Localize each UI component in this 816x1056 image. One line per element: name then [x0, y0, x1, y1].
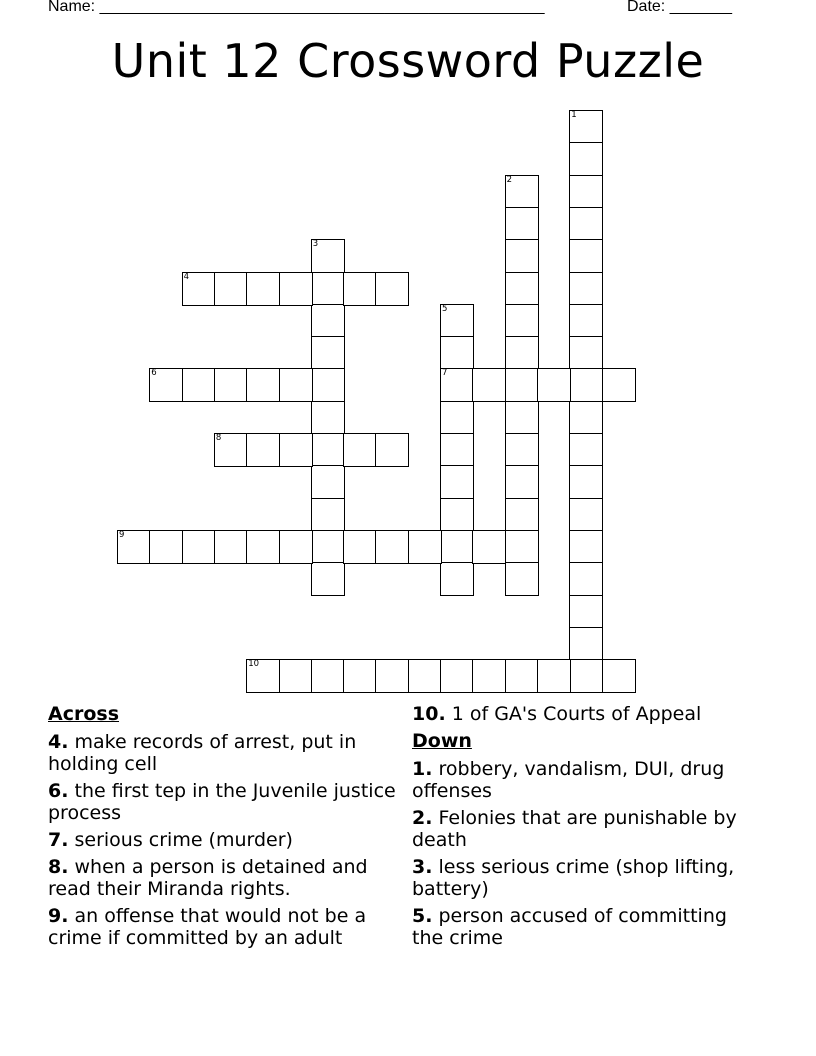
- grid-cell[interactable]: [311, 498, 345, 532]
- grid-cell[interactable]: [311, 562, 345, 596]
- grid-cell[interactable]: [182, 530, 216, 564]
- grid-cell[interactable]: [246, 433, 280, 467]
- grid-cell[interactable]: [182, 368, 216, 402]
- grid-cell[interactable]: [343, 272, 377, 306]
- grid-cell[interactable]: [440, 562, 474, 596]
- grid-cell[interactable]: [505, 239, 539, 273]
- grid-cell[interactable]: [569, 401, 603, 435]
- grid-cell[interactable]: [408, 659, 442, 693]
- grid-cell[interactable]: [472, 368, 506, 402]
- grid-cell[interactable]: [375, 272, 409, 306]
- grid-cell[interactable]: [505, 175, 539, 209]
- name-line[interactable]: Name: __________________________________________________: [48, 0, 545, 15]
- grid-cell[interactable]: [569, 110, 603, 144]
- grid-cell[interactable]: [311, 465, 345, 499]
- clue-text: make records of arrest, put in holding cell: [48, 731, 357, 775]
- clue-number: 8.: [48, 856, 69, 878]
- grid-cell[interactable]: [472, 659, 506, 693]
- grid-cell[interactable]: [569, 239, 603, 273]
- clue-text: robbery, vandalism, DUI, drug offenses: [412, 758, 725, 802]
- grid-cell[interactable]: [569, 304, 603, 338]
- clue-number: 5.: [412, 905, 433, 927]
- clue-number: 4.: [48, 731, 69, 753]
- clue-number: 6.: [48, 780, 69, 802]
- grid-cell[interactable]: [279, 368, 313, 402]
- grid-cell[interactable]: [569, 627, 603, 661]
- grid-cell[interactable]: [602, 368, 636, 402]
- grid-cell[interactable]: [440, 433, 474, 467]
- grid-cell[interactable]: [343, 433, 377, 467]
- clue-text: when a person is detained and read their Miranda rights.: [48, 856, 368, 900]
- grid-cell[interactable]: [569, 272, 603, 306]
- grid-cell[interactable]: [311, 304, 345, 338]
- across-heading: Across: [48, 703, 120, 725]
- date-line[interactable]: Date: _______: [627, 0, 732, 15]
- clue-number: 10.: [412, 703, 446, 725]
- grid-cell[interactable]: [569, 433, 603, 467]
- clue-number-label: 7: [442, 368, 448, 379]
- grid-cell[interactable]: [149, 368, 183, 402]
- down-clue-2: [412, 807, 752, 851]
- grid-cell[interactable]: [569, 595, 603, 629]
- grid-cell[interactable]: [569, 175, 603, 209]
- clue-number: 9.: [48, 905, 69, 927]
- grid-cell[interactable]: [505, 401, 539, 435]
- grid-cell[interactable]: [505, 368, 539, 402]
- grid-cell[interactable]: [440, 659, 474, 693]
- clue-number-label: 1: [571, 110, 577, 120]
- grid-cell[interactable]: [602, 659, 636, 693]
- grid-cell[interactable]: [569, 142, 603, 176]
- grid-cell[interactable]: [214, 368, 248, 402]
- grid-cell[interactable]: [117, 530, 151, 564]
- clues-right-column: [412, 703, 752, 954]
- grid-cell[interactable]: [472, 530, 506, 564]
- grid-cell[interactable]: [343, 530, 377, 564]
- clue-number-label: 4: [183, 271, 190, 282]
- grid-cell[interactable]: [311, 368, 345, 402]
- grid-cell[interactable]: [440, 498, 474, 532]
- clue-text: person accused of committing the crime: [412, 905, 727, 949]
- grid-cell[interactable]: [311, 239, 345, 273]
- clue-number-label: 5: [442, 303, 448, 314]
- clue-number-label: 10: [248, 659, 260, 670]
- grid-cell[interactable]: [343, 659, 377, 693]
- grid-cell[interactable]: [279, 530, 313, 564]
- down-clue-3: [412, 856, 752, 900]
- grid-cell[interactable]: [569, 368, 603, 402]
- clue-text: the first tep in the Juvenile justice process: [48, 780, 396, 824]
- grid-cell[interactable]: [537, 368, 571, 402]
- across-clue-6: [48, 780, 398, 824]
- grid-cell[interactable]: [311, 272, 345, 306]
- grid-cell[interactable]: [375, 433, 409, 467]
- grid-cell[interactable]: [214, 433, 248, 467]
- grid-cell[interactable]: [149, 530, 183, 564]
- down-heading: Down: [412, 730, 472, 752]
- grid-cell[interactable]: [246, 659, 280, 693]
- grid-cell[interactable]: [246, 530, 280, 564]
- grid-cell[interactable]: [505, 562, 539, 596]
- page-title: Unit 12 Crossword Puzzle: [111, 34, 705, 88]
- clue-number-label: 2: [506, 174, 513, 185]
- grid-cell[interactable]: [569, 498, 603, 532]
- across-clue-8: [48, 856, 398, 900]
- grid-cell[interactable]: [569, 659, 603, 693]
- grid-cell[interactable]: [375, 530, 409, 564]
- grid-cell[interactable]: [311, 336, 345, 370]
- grid-cell[interactable]: [214, 530, 248, 564]
- grid-cell[interactable]: [505, 465, 539, 499]
- clue-text: Felonies that are punishable by death: [412, 807, 737, 851]
- grid-cell[interactable]: [311, 530, 345, 564]
- grid-cell[interactable]: [505, 272, 539, 306]
- grid-cell[interactable]: [537, 659, 571, 693]
- grid-cell[interactable]: [569, 530, 603, 564]
- grid-cell[interactable]: [505, 304, 539, 338]
- clue-number-label: 9: [119, 529, 125, 540]
- grid-cell[interactable]: [279, 272, 313, 306]
- grid-cell[interactable]: [279, 433, 313, 467]
- grid-cell[interactable]: [505, 659, 539, 693]
- grid-cell[interactable]: [505, 530, 539, 564]
- grid-cell[interactable]: [246, 368, 280, 402]
- grid-cell[interactable]: [440, 304, 474, 338]
- clues-left-column: [48, 703, 398, 954]
- grid-cell[interactable]: [569, 336, 603, 370]
- grid-cell[interactable]: [440, 530, 474, 564]
- grid-cell[interactable]: [569, 207, 603, 241]
- clue-text: an offense that would not be a crime if committed by an adult: [48, 905, 367, 949]
- grid-cell[interactable]: [440, 401, 474, 435]
- grid-cell[interactable]: [440, 336, 474, 370]
- clue-text: serious crime (murder): [74, 829, 293, 851]
- grid-cell[interactable]: [214, 272, 248, 306]
- grid-cell[interactable]: [569, 465, 603, 499]
- grid-cell[interactable]: [408, 530, 442, 564]
- down-clue-5: [412, 905, 752, 949]
- grid-cell[interactable]: [505, 433, 539, 467]
- across-clue-4: [48, 731, 398, 775]
- clue-number: 2.: [412, 807, 433, 829]
- grid-cell[interactable]: [311, 433, 345, 467]
- grid-cell[interactable]: [569, 562, 603, 596]
- clue-number: 1.: [412, 758, 433, 780]
- grid-cell[interactable]: [182, 272, 216, 306]
- grid-cell[interactable]: [311, 659, 345, 693]
- clue-text: 1 of GA's Courts of Appeal: [451, 703, 702, 725]
- clue-number-label: 6: [151, 368, 157, 379]
- grid-cell[interactable]: [440, 368, 474, 402]
- grid-cell[interactable]: [440, 465, 474, 499]
- grid-cell[interactable]: [505, 207, 539, 241]
- clue-number: 3.: [412, 856, 433, 878]
- across-clue-10: [412, 703, 752, 725]
- grid-cell[interactable]: [505, 498, 539, 532]
- grid-cell[interactable]: [279, 659, 313, 693]
- grid-cell[interactable]: [505, 336, 539, 370]
- grid-cell[interactable]: [375, 659, 409, 693]
- grid-cell[interactable]: [311, 401, 345, 435]
- across-clue-7: [48, 829, 398, 851]
- clue-number-label: 3: [312, 239, 319, 250]
- grid-cell[interactable]: [246, 272, 280, 306]
- clue-number: 7.: [48, 829, 69, 851]
- clue-number-label: 8: [215, 433, 222, 443]
- clue-text: less serious crime (shop lifting, battery): [412, 856, 735, 900]
- across-clue-9: [48, 905, 398, 949]
- down-clue-1: [412, 758, 752, 802]
